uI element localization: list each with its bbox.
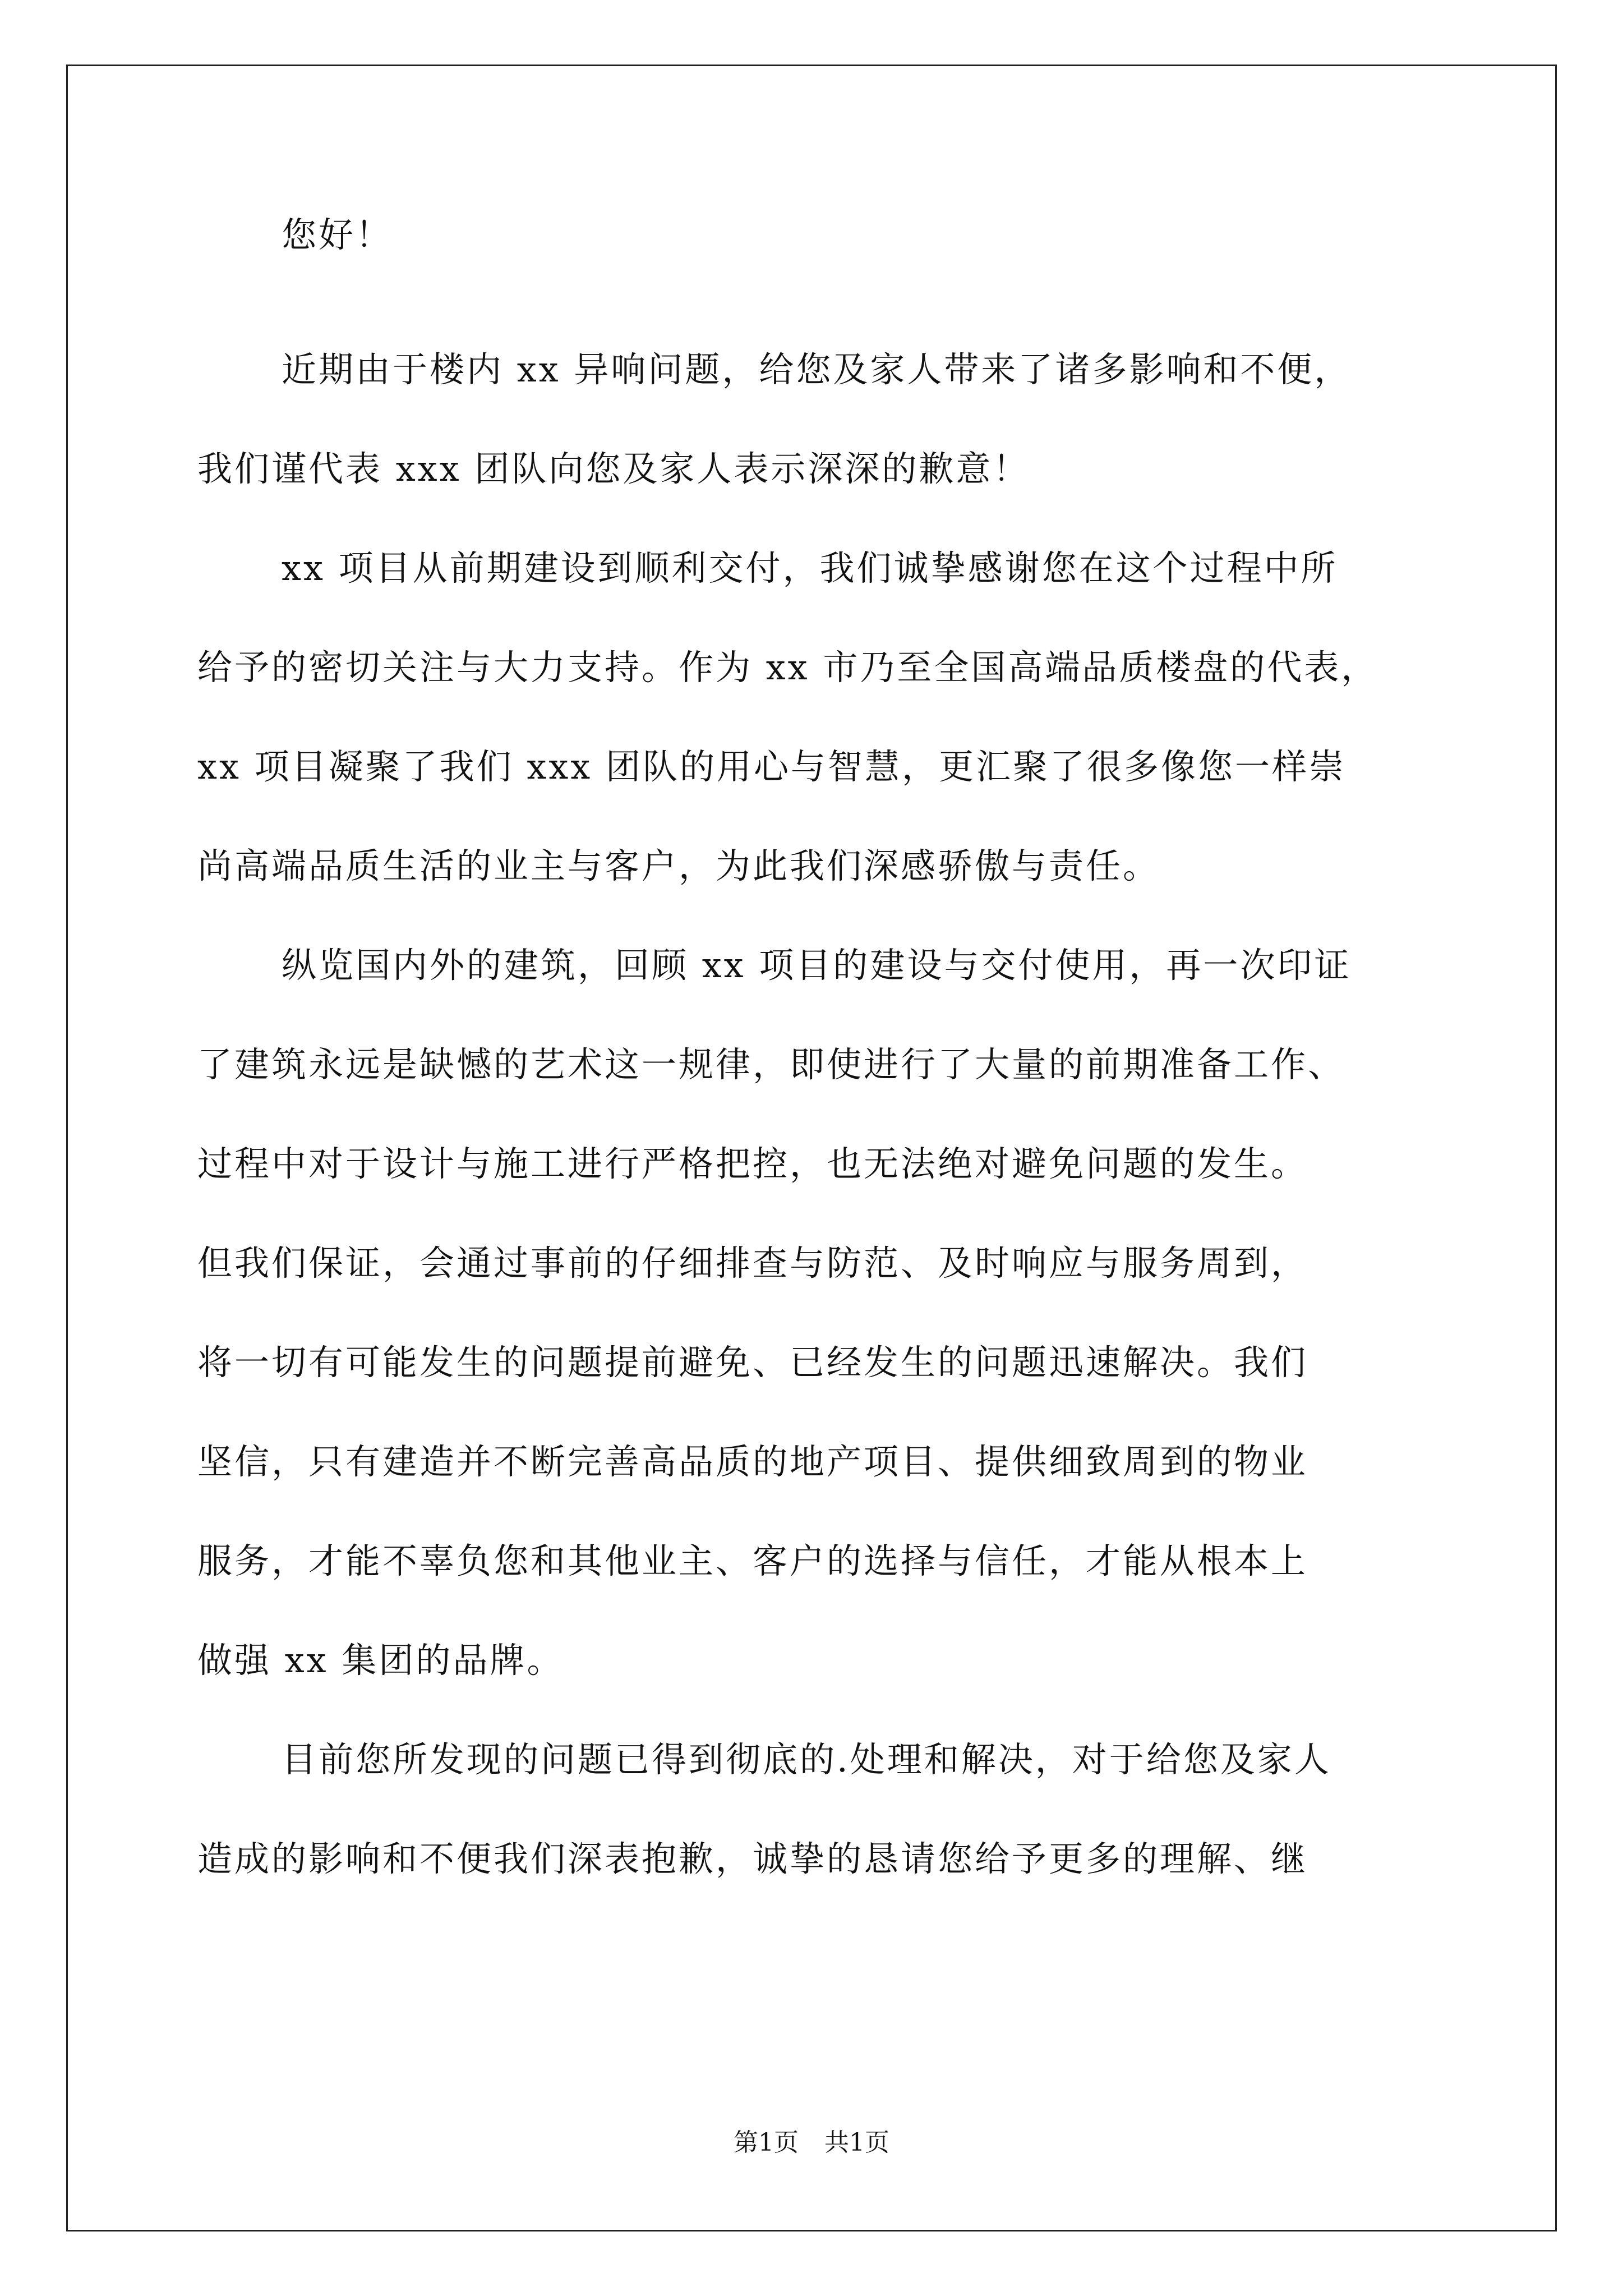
body-line-15: 目前您所发现的问题已得到彻底的.处理和解决，对于给您及家人	[282, 1739, 1331, 1780]
page-footer	[0, 2128, 1623, 2157]
body-line-14: 做强 xx 集团的品牌。	[197, 1640, 564, 1681]
page-number-current: 第1页	[734, 2128, 799, 2157]
body-line-9: 过程中对于设计与施工进行严格把控，也无法绝对避免问题的发生。	[197, 1143, 1308, 1184]
body-line-1: 近期由于楼内 xx 异响问题，给您及家人带来了诸多影响和不便，	[282, 349, 1352, 390]
body-line-11: 将一切有可能发生的问题提前避免、已经发生的问题迅速解决。我们	[197, 1342, 1308, 1383]
body-line-10: 但我们保证，会通过事前的仔细排查与防范、及时响应与服务周到，	[197, 1243, 1308, 1283]
body-line-7: 纵览国内外的建筑，回顾 xx 项目的建设与交付使用，再一次印证	[282, 945, 1352, 986]
body-line-4: 给予的密切关注与大力支持。作为 xx 市乃至全国高端品质楼盘的代表，	[197, 647, 1378, 688]
body-line-2: 我们谨代表 xxx 团队向您及家人表示深深的歉意！	[197, 448, 1030, 489]
body-line-3: xx 项目从前期建设到顺利交付，我们诚挚感谢您在这个过程中所	[282, 547, 1338, 588]
body-line-12: 坚信，只有建造并不断完善高品质的地产项目、提供细致周到的物业	[197, 1441, 1308, 1482]
body-line-13: 服务，才能不辜负您和其他业主、客户的选择与信任，才能从根本上	[197, 1540, 1308, 1581]
page-number-total: 共1页	[824, 2128, 889, 2157]
body-line-16: 造成的影响和不便我们深表抱歉，诚挚的恳请您给予更多的理解、继	[197, 1838, 1308, 1879]
body-line-6: 尚高端品质生活的业主与客户，为此我们深感骄傲与责任。	[197, 845, 1160, 886]
body-line-5: xx 项目凝聚了我们 xxx 团队的用心与智慧，更汇聚了很多像您一样崇	[197, 746, 1346, 787]
body-line-8: 了建筑永远是缺憾的艺术这一规律，即使进行了大量的前期准备工作、	[197, 1044, 1345, 1085]
greeting-line: 您好！	[282, 214, 393, 255]
